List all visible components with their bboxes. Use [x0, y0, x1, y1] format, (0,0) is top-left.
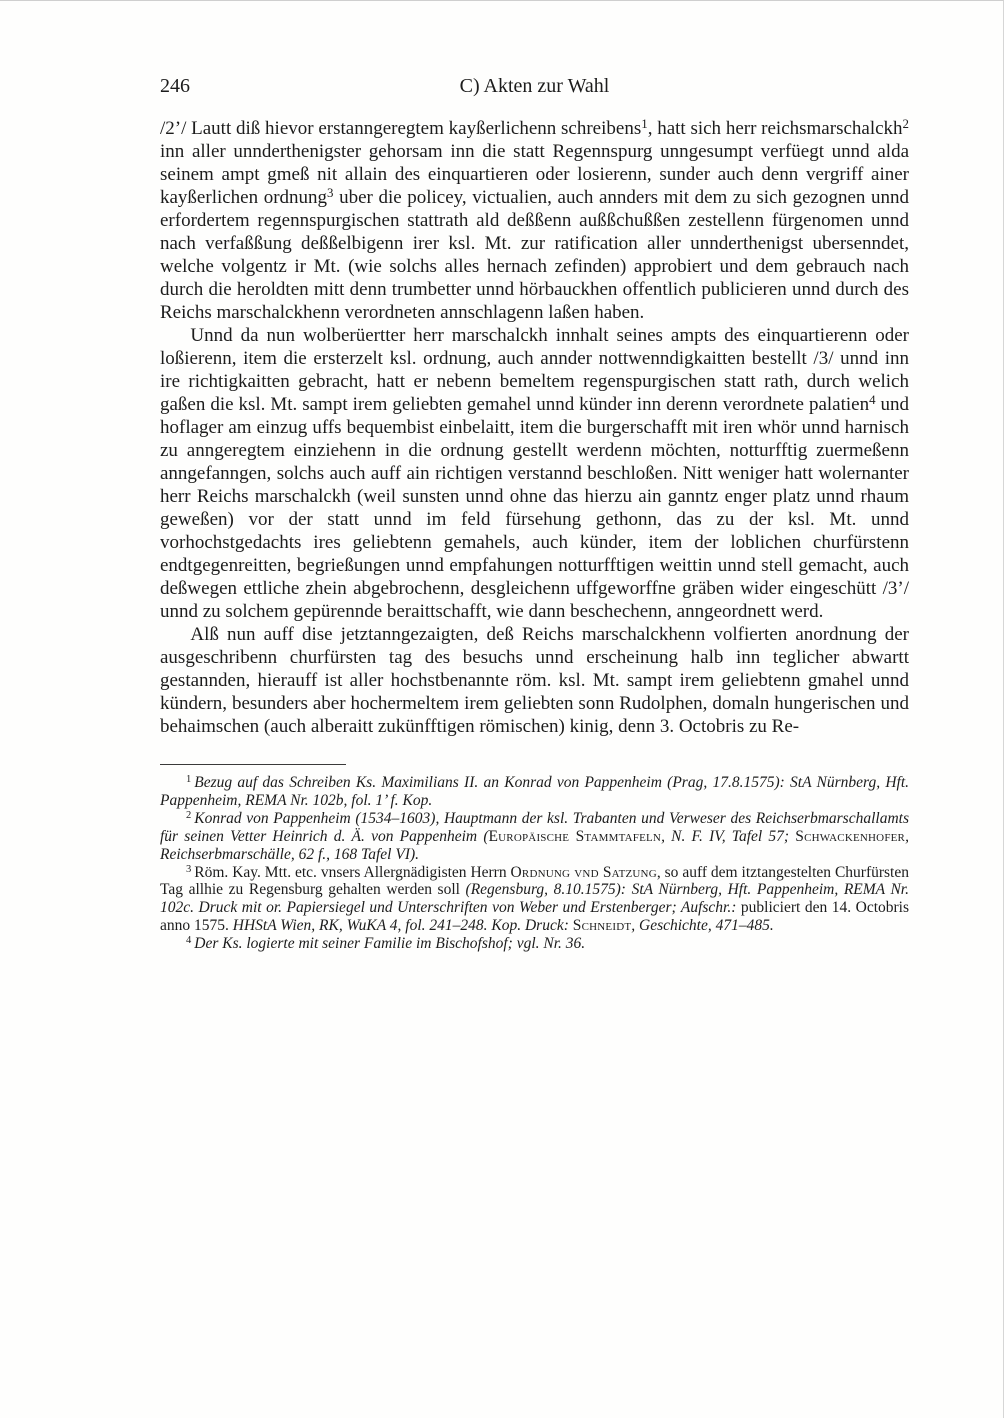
text-run: HHStA Wien, RK, WuKA 4, fol. 241–248. Kop. Druck: — [232, 917, 573, 935]
footnote-marker: 3 — [186, 863, 192, 875]
text-run: Der Ks. logierte mit seiner Familie im Bischofshof; vgl. Nr. 36. — [194, 935, 586, 953]
text-run: inn aller unnderthenigster gehorsam inn die statt Regennspurg unngesumpt verfüegt unnd alda seinem ampt gmeß nit allain des einquartieren oder losierenn, sunder auch denn vergriff ainer kayßerlichen ordnung — [160, 141, 909, 208]
text-run: , Reichserbmarschälle, 62 f., 168 Tafel VI). — [160, 827, 909, 863]
text-run: und hoflager am einzug uffs bequembist einbelaitt, item die burgerschafft mit iren whör unnd harnisch zu anngeregtem einziehenn in die ordnung gestellt werdenn möchten, notturfftig zuermeßenn anngefanngen, solchs auch auff ain richtigen verstannd beschloßen. Nitt weniger hatt wolernanter herr Reichs marschalckh (weil sunsten unnd ohne das hierzu ain ganntz enger platz unnd rhaum geweßen) vor der statt unnd im feld fürsehung gethonn, das zu der ksl. Mt. unnd vorhochstgedachts ires geliebtenn gemahels, auch künder, item der loblichen churfürstenn endtgegenreitten, begrießungen unnd empfahungen notturfftigen weittin unnd stell gemacht, auch deßwegen ettliche zhein abgebrochenn, desgleichenn uffgeworffne gräben wider eingeschütt /3’/ unnd zu solchem gepürennde beraittschafft, wie dann beschechenn, anngeordnett werd. — [160, 394, 909, 622]
footnote-marker: 4 — [186, 935, 192, 947]
footnote — [160, 864, 909, 936]
text-run: , N. F. IV, Tafel 57; — [661, 827, 796, 845]
footnote-marker: 4 — [869, 392, 876, 408]
text-run: Konrad von Pappenheim (1534–1603), Hauptmann der ksl. Trabanten und Verweser des Reichserbmarschallamts für seinen Vetter Heinrich d. Ä. von Pappenheim ( — [160, 809, 909, 845]
footnote — [160, 810, 909, 864]
text-run: (Regensburg, 8.10.1575): StA Nürnberg, Hft. Pappenheim, REMA Nr. 102c. Druck mit or. Papiersiegel und Unterschriften von Weber und Erstenberger; Aufschr.: — [160, 881, 909, 917]
text-run: publiciert den 14. Octobris anno 1575. — [160, 899, 910, 935]
footnote-marker: 1 — [641, 116, 648, 132]
footnote — [160, 774, 909, 810]
text-run: , hatt sich herr reichsmarschalckh — [647, 118, 903, 139]
text-run: Röm. Kay. Mtt. etc. vnsers Allergnädigisten Herrn — [194, 863, 511, 881]
text-run: Alß nun auff dise jetztanngezaigten, deß Reichs marschalckhenn volfierten anordnung der ausgeschribenn churfürsten tag des besuchs unnd erscheinung halb inn teglicher abwartt gestannden, hierauff ist aller hochstbenannte röm. ksl. Mt. sampt irem geliebtenn gmahel unnd kündern, besunders aber hochermeltem irem geliebten sonn Rudolphen, domaln hungerischen und behaimschen (auch alberaitt zukünfftigen römischen) kinig, denn 3. Octobris zu Re- — [160, 624, 909, 737]
text-run: Unnd da nun wolberüertter herr marschalckh innhalt seines ampts des einquartierenn oder loßierenn, item die ersterzelt ksl. ordnung, auch annder nottwenndigkaitten bestellt /3/ unnd inn ire richtigkaitten gebracht, hatt er nebenn bemeltem regenspurgischen statt rath, durch welich gaßen die ksl. Mt. sampt irem geliebten gemahel unnd künder inn derenn verordnete palatien — [160, 325, 909, 415]
body-paragraph — [160, 324, 909, 623]
body-text — [160, 117, 909, 738]
text-run: Schneidt — [572, 917, 632, 935]
running-title: C) Akten zur Wahl — [459, 75, 610, 97]
footnote-marker: 3 — [327, 185, 334, 201]
footnote-marker: 1 — [186, 774, 192, 786]
page-number: 246 — [160, 75, 190, 97]
text-run: Schwackenhofer — [795, 827, 906, 845]
text-run: Bezug auf das Schreiben Ks. Maximilians II. an Konrad von Pappenheim (Prag, 17.8.1575): StA Nürnberg, Hft. Pappenheim, REMA Nr. 102b, fol. 1’ f. Kop. — [160, 774, 909, 809]
body-paragraph — [160, 623, 909, 738]
text-run: Ordnung vnd Satzung — [510, 863, 657, 881]
footnote-separator-rule — [160, 764, 346, 765]
text-run: /2’/ Lautt diß hievor erstanngeregtem kayßerlichenn schreibens — [160, 118, 642, 139]
text-run: , so auff dem itztangestelten Churfürsten Tag allhie zu Regensburg gehalten werden soll — [160, 863, 909, 899]
footnotes-section — [160, 764, 909, 953]
body-paragraph — [160, 117, 909, 324]
page-header — [160, 75, 909, 101]
text-run: , Geschichte, 471–485. — [631, 917, 774, 935]
text-run: uber die policey, victualien, auch annders mit dem zu sich gezognen unnd erfordertem regennspurgischen stattrath ald deßßenn außßchußßen zestellenn fürgenomen unnd nach verfaßßung deßßelbigenn irer ksl. Mt. zur ratification aller unnderthenigst ubersenndet, welche volgentz ir Mt. (wie solchs alles hernach zefinden) approbiert und dem gebrauch nach durch die heroldten mitt denn trumbetter unnd hörbauckhen offentlich publicieren unnd durch des Reichs marschalckhenn verordneten annschlagenn laßen haben. — [160, 187, 909, 323]
footnote — [160, 935, 909, 953]
footnote-marker: 2 — [186, 810, 192, 822]
text-run: Europäische Stammtafeln — [488, 827, 662, 845]
footnote-marker: 2 — [902, 116, 909, 132]
footnotes-list — [160, 774, 909, 953]
